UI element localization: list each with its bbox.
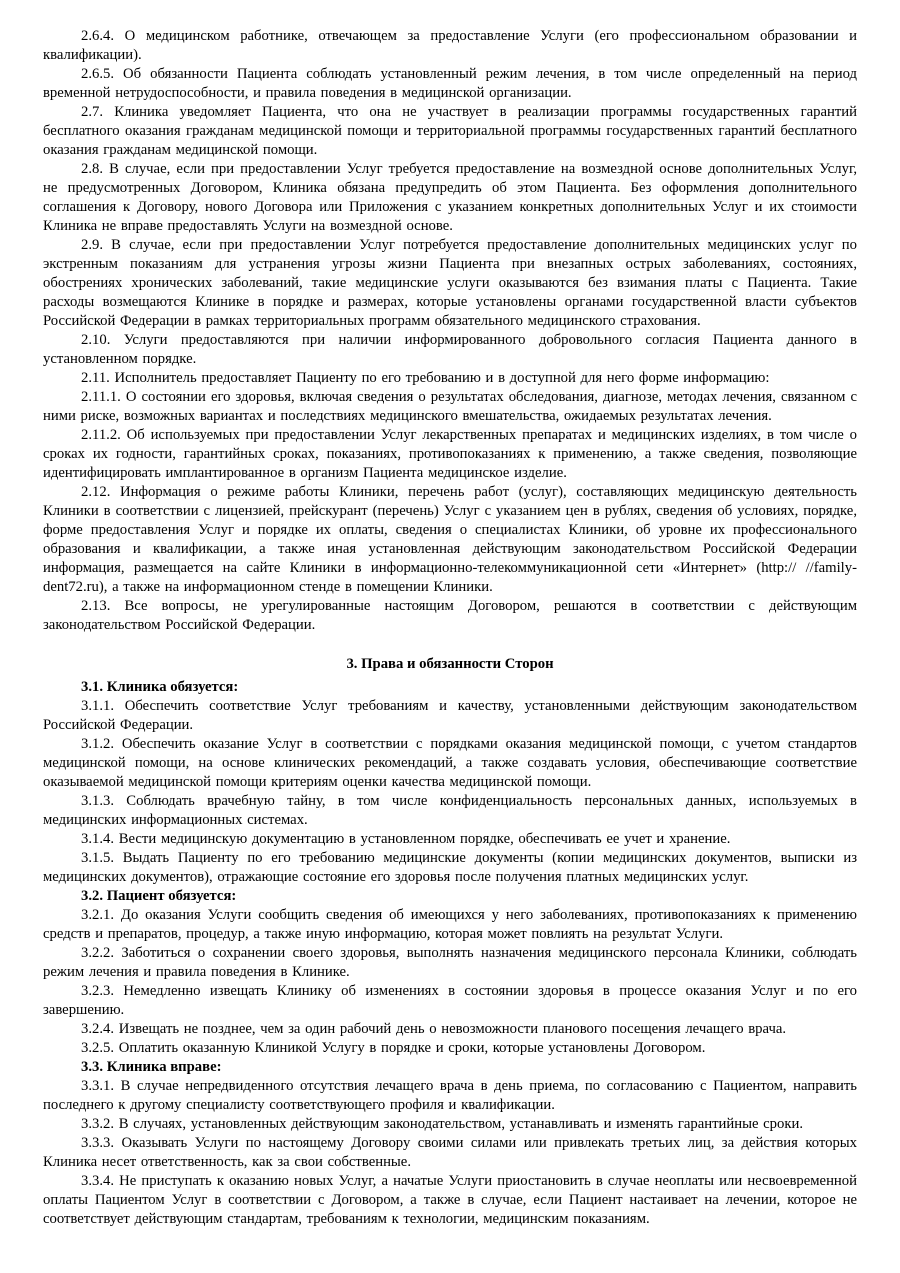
document-content (43, 27, 857, 1229)
clause-paragraph: 3.2.4. Извещать не позднее, чем за один рабочий день о невозможности планового посещения лечащего врача. (81, 1021, 787, 1037)
clause-paragraph: 2.13. Все вопросы, не урегулированные настоящим Договором, решаются в соответствии с действующим законодательством Российской Федерации. (43, 598, 857, 633)
clause-paragraph: 3.2.3. Немедленно извещать Клинику об изменениях в состоянии здоровья в процессе оказания Услуг и по его завершению. (43, 983, 857, 1018)
clause-subheading: 3.1. Клиника обязуется: (81, 679, 239, 695)
clause-paragraph: 3.2.2. Заботиться о сохранении своего здоровья, выполнять назначения медицинского персонала Клиники, соблюдать режим лечения и правила поведения в Клинике. (43, 945, 857, 980)
clause-subheading: 3.3. Клиника вправе: (81, 1059, 222, 1075)
clause-paragraph: 2.11.1. О состоянии его здоровья, включая сведения о результатах обследования, диагнозе, методах лечения, связанном с ними риске, возможных вариантах и последствиях медицинского вмешательства, ожидаемых результатах лечения. (43, 389, 857, 424)
clause-paragraph: 2.11. Исполнитель предоставляет Пациенту по его требованию и в доступной для него форме информацию: (81, 370, 770, 386)
clause-paragraph: 2.6.5. Об обязанности Пациента соблюдать установленный режим лечения, в том числе определенный на период временной нетрудоспособности, и правила поведения в медицинской организации. (43, 66, 857, 101)
clause-paragraph: 2.7. Клиника уведомляет Пациента, что она не участвует в реализации программы государственных гарантий бесплатного оказания гражданам медицинской помощи и территориальной программы государственных гарантий бесплатного оказания гражданам медицинской помощи. (43, 104, 857, 158)
clause-paragraph: 3.1.1. Обеспечить соответствие Услуг требованиям и качеству, установленными действующим законодательством Российской Федерации. (43, 698, 857, 733)
clause-paragraph: 3.2.5. Оплатить оказанную Клиникой Услугу в порядке и сроки, которые установлены Договором. (81, 1040, 706, 1056)
clause-paragraph: 2.11.2. Об используемых при предоставлении Услуг лекарственных препаратах и медицинских изделиях, в том числе о сроках их годности, гарантийных сроках, показаниях, противопоказаниях к применению, а также сведения, позволяющие идентифицировать имплантированное в организм Пациента медицинское изделие. (43, 427, 857, 481)
clause-paragraph: 3.3.4. Не приступать к оказанию новых Услуг, а начатые Услуги приостановить в случае неоплаты или несвоевременной оплаты Пациентом Услуг в соответствии с Договором, а также в случае, если Пациент настаивает на лечении, которое не соответствует действующим стандартам, требованиям к технологии, медицинским показаниям. (43, 1173, 857, 1227)
clause-paragraph: 3.2.1. До оказания Услуги сообщить сведения об имеющихся у него заболеваниях, противопоказаниях к применению средств и препаратов, процедур, а также иную информацию, которая может повлиять на результат Услуги. (43, 907, 857, 942)
clause-paragraph: 2.12. Информация о режиме работы Клиники, перечень работ (услуг), составляющих медицинскую деятельность Клиники в соответствии с лицензией, прейскурант (перечень) Услуг с указанием цен в рублях, сведения об условиях, порядке, форме предоставления Услуг и порядке их оплаты, сведения о специалистах Клиники, об уровне их профессионального образования и квалификации, а также иная установленная действующим законодательством Российской Федерации информация, размещается на сайте Клиники в информационно-телекоммуникационной сети «Интернет» (http:// //family-dent72.ru), а также на информационном стенде в помещении Клиники. (43, 484, 857, 595)
clause-paragraph: 2.8. В случае, если при предоставлении Услуг требуется предоставление на возмездной основе дополнительных Услуг, не предусмотренных Договором, Клиника обязана предупредить об этом Пациента. Без оформления дополнительного соглашения к Договору, нового Договора или Приложения с указанием конкретных дополнительных Услуг и их стоимости Клиника не вправе предоставлять Услуги на возмездной основе. (43, 161, 857, 234)
section-heading: 3. Права и обязанности Сторон (346, 656, 554, 672)
clause-paragraph: 2.9. В случае, если при предоставлении Услуг потребуется предоставление дополнительных медицинских услуг по экстренным показаниям для устранения угрозы жизни Пациента при внезапных острых заболеваниях, состояниях, обострениях хронических заболеваний, такие медицинские услуги оказываются без взимания платы с Пациента. Такие расходы возмещаются Клинике в порядке и размерах, которые установлены органами государственной власти субъектов Российской Федерации в рамках территориальных программ обязательного медицинского страхования. (43, 237, 857, 329)
clause-subheading: 3.2. Пациент обязуется: (81, 888, 237, 904)
clause-paragraph: 2.10. Услуги предоставляются при наличии информированного добровольного согласия Пациента данного в установленном порядке. (43, 332, 857, 367)
clause-paragraph: 3.3.1. В случае непредвиденного отсутствия лечащего врача в день приема, по согласованию с Пациентом, направить последнего к другому специалисту соответствующего профиля и квалификации. (43, 1078, 857, 1113)
clause-paragraph: 3.1.3. Соблюдать врачебную тайну, в том числе конфиденциальность персональных данных, используемых в медицинских информационных системах. (43, 793, 857, 828)
clause-paragraph: 2.6.4. О медицинском работнике, отвечающем за предоставление Услуги (его профессиональном образовании и квалификации). (43, 28, 857, 63)
clause-paragraph: 3.3.3. Оказывать Услуги по настоящему Договору своими силами или привлекать третьих лиц, за действия которых Клиника несет ответственность, как за свои собственные. (43, 1135, 857, 1170)
clause-paragraph: 3.3.2. В случаях, установленных действующим законодательством, устанавливать и изменять гарантийные сроки. (81, 1116, 804, 1132)
clause-paragraph: 3.1.5. Выдать Пациенту по его требованию медицинские документы (копии медицинских документов, выписки из медицинских документов), отражающие состояние его здоровья после получения платных медицинских услуг. (43, 850, 857, 885)
clause-paragraph: 3.1.2. Обеспечить оказание Услуг в соответствии с порядками оказания медицинской помощи, с учетом стандартов медицинской помощи, на основе клинических рекомендаций, а также создавать условия, обеспечивающие соответствие оказываемой медицинской помощи критериям оценки качества медицинской помощи. (43, 736, 857, 790)
clause-paragraph: 3.1.4. Вести медицинскую документацию в установленном порядке, обеспечивать ее учет и хранение. (81, 831, 731, 847)
